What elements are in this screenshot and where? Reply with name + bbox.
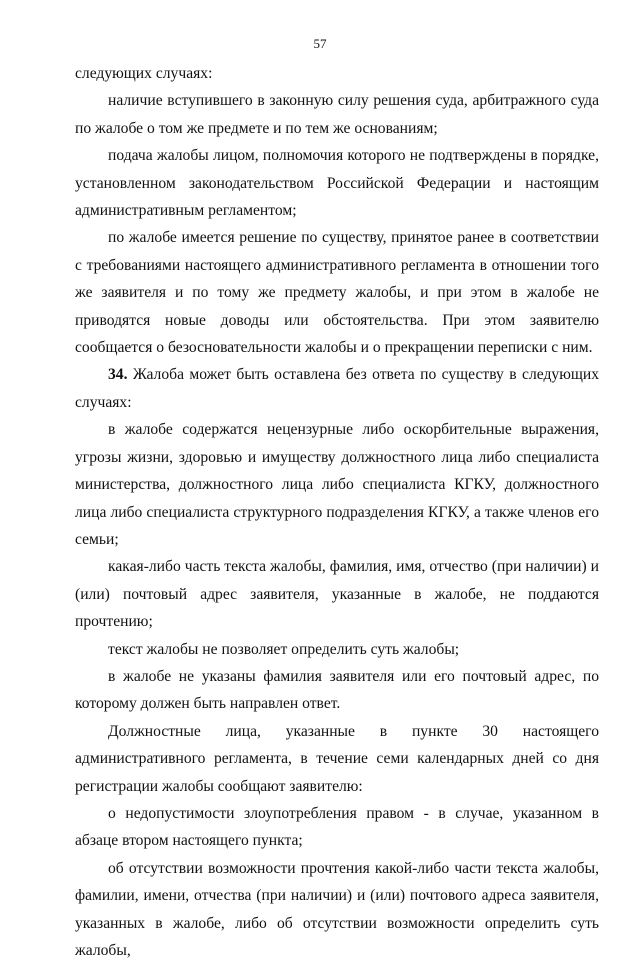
paragraph: в жалобе содержатся нецензурные либо оскорбительные выражения, угрозы жизни, здоровью и имуществу должностного лица либо специалиста министерства, должностного лица либо специалиста КГКУ, должностного лица либо специалиста структурного подразделения КГКУ, а также членов его семьи; (75, 421, 599, 548)
paragraph: в жалобе не указаны фамилия заявителя или его почтовый адрес, по которому должен быть направлен ответ. (75, 667, 599, 713)
paragraph: Должностные лица, указанные в пункте 30 настоящего административного регламента, в течение семи календарных дней со дня регистрации жалобы сообщают заявителю: (75, 722, 599, 795)
paragraph: подача жалобы лицом, полномочия которого не подтверждены в порядке, установленном законодательством Российской Федерации и настоящим административным регламентом; (75, 147, 599, 220)
paragraph: о недопустимости злоупотребления правом - в случае, указанном в абзаце втором настоящего пункта; (75, 804, 599, 850)
paragraph-text: Жалоба может быть оставлена без ответа по существу в следующих случаях: (75, 366, 599, 411)
paragraph: об отсутствии возможности прочтения какой-либо части текста жалобы, фамилии, имени, отчества (при наличии) и (или) почтового адреса заявителя, указанных в жалобе, либо об отсутствии возможности определить суть жалобы, (75, 859, 599, 959)
paragraph-item-34 (75, 361, 599, 416)
paragraph: следующих случаях: (75, 65, 213, 82)
paragraph: наличие вступившего в законную силу решения суда, арбитражного суда по жалобе о том же предмете и по тем же основаниям; (75, 92, 599, 137)
item-number: 34. (108, 366, 128, 384)
paragraph: текст жалобы не позволяет определить суть жалобы; (108, 640, 460, 658)
paragraph: по жалобе имеется решение по существу, принятое ранее в соответствии с требованиями настоящего административного регламента в отношении того же заявителя и по тому же предмету жалобы, и при этом в жалобе не приводятся новые доводы или обстоятельства. При этом заявителю сообщается о безосновательности жалобы и о прекращении переписки с ним. (75, 229, 599, 357)
paragraph: какая-либо часть текста жалобы, фамилия, имя, отчество (при наличии) и (или) почтовый адрес заявителя, указанные в жалобе, не поддаются прочтению; (75, 558, 599, 631)
document-body (75, 60, 599, 964)
page-number: 57 (313, 36, 327, 51)
